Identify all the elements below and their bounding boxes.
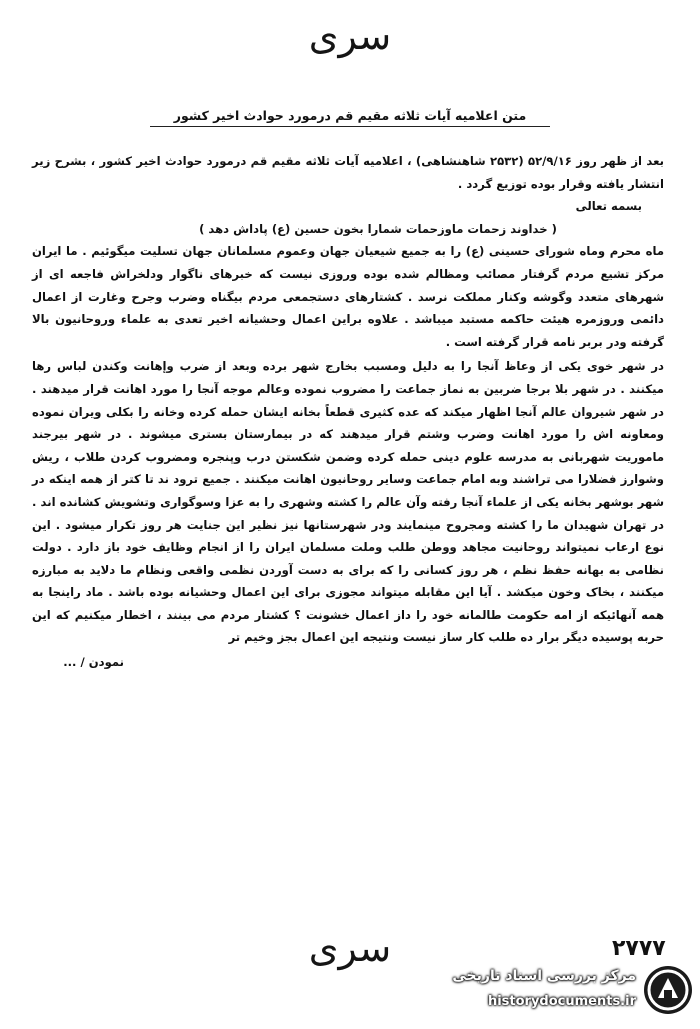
bismillah-line: بسمه تعالی [575, 199, 642, 214]
watermark [420, 964, 700, 1026]
page-number: ۲۷۷۷ [612, 936, 666, 961]
intro-paragraph: بعد از ظهر روز ۵۲/۹/۱۶ (۲۵۳۲ شاهنشاهی) ، اعلامیه آیات ثلاثه مقیم قم درمورد حوادث اخیر کشور ، بشرح زیر انتشار یافته وقرار بوده توزیع گردد . [32, 154, 664, 191]
document-title: متن اعلامیه آیات ثلاثه مقیم قم درمورد حوادث اخیر کشور [150, 108, 550, 127]
archive-logo-icon [642, 964, 694, 1016]
classification-stamp-bottom: سری [308, 926, 392, 970]
motto-line: ( خداوند زحمات ماوزحمات شمارا بخون حسین (ع) پاداش دهد ) [199, 221, 557, 236]
classification-stamp-top: سری [308, 14, 392, 58]
document-body [32, 150, 664, 674]
watermark-url[interactable]: historydocuments.ir [487, 994, 636, 1009]
body-paragraph-1: ماه محرم وماه شورای حسینی (ع) را به جمیع شیعیان جهان وعموم مسلمانان جهان تسلیت میگوئیم . ما ایران مرکز تشیع مردم گرفتار مصائب ومظالم شده بوده وروزی نیست که خبرهای ناگوار ودلخراش فاجعه ای از شهرهای متعدد وگوشه وکنار مملکت نرسد . کشتارهای دستجمعی مردم بیگناه وضرب وجرح وغارت از اعمال دائمی وروزمره هیئت حاکمه مستبد میباشد . علاوه براین اعمال وحشیانه اخیر تعدی به علماء وروحانیون بالا گرفته ودر بربر نامه قرار گرفته است . [32, 244, 664, 349]
body-paragraph-2: در شهر خوی یکی از وعاظ آنجا را به دلیل ومسبب بخارج شهر برده وبعد از ضرب وإهانت وکندن لباس رها میکنند . در شهر بلا برجا ضربین به نماز جماعت را مضروب نموده وعالم موجه آنجا را مورد اهانت قرار میدهند . در شهر شیروان عالم آنجا اظهار میکند که عده کثیری قطعاً بخانه ایشان حمله کرده وخانه را بکلی ویران نموده ومعاونه اش را مورد اهانت وضرب وشتم قرار میدهند که در بیمارستان بستری میشوند . در شهر بیرجند ماموریت شهربانی به مدرسه علوم دینی حمله کرده وضمن شکستن درب وپنجره ومضروب کردن طلاب ، ریش وشوارز فضلارا می تراشند وبه امام جماعت وسایر روحانیون اهانت میکنند . جمیع ترود ند تا کتر از همه اینکه در شهر بوشهر بخانه یکی از علماء آنجا رفته وآن عالم را کشته وشهری را به عزا وسوگواری وتشویش کشانده اند . در تهران شهیدان ما را کشته ومجروح مینمایند ودر شهرستانها نیز نظیر این جنایت هر روز تکرار میشود . این نوع ارعاب نمیتواند روحانیت مجاهد ووطن طلب وملت مسلمان ایران را از انجام وظایف خود باز دارد . دولت نظامی به بهانه حفظ نظم ، هر روز کسانی را که برای به دست آوردن نظمی واقعی ونظام ما دلاید به مبارزه میکنند ، بخاک وخون میکشد . آیا این مقابله میتواند مجوزی برای این اعمال وحشیانه بوده باشد . ماد راینجا به همه آنهائیکه از امه حکومت طالمانه خود را داز اعمال خشونت ؟ کشتار مردم می بینند ، اخطار میکنیم که این حربه پوسیده دیگر برار ده طلب کار ساز نیست ونتیجه این اعمال بجز وخیم تر [32, 359, 664, 645]
watermark-name: مرکز بررسی اسناد تاریخی [452, 968, 636, 984]
closing-line: نمودن / ... [63, 655, 124, 670]
